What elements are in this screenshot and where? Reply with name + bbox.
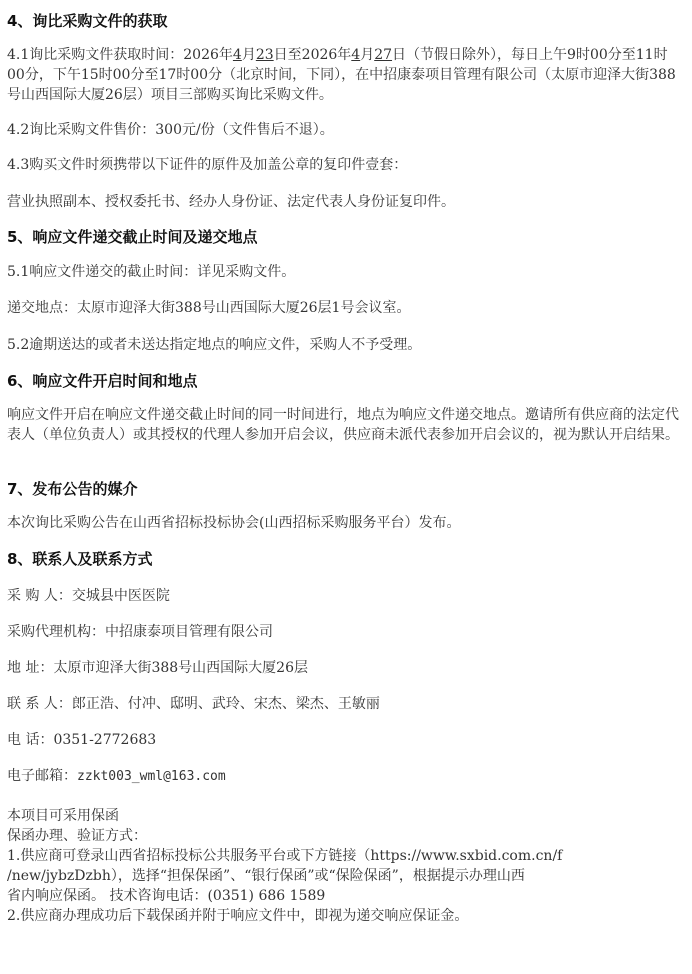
- address-line: 地 址：太原市迎泽大街388号山西国际大厦26层: [7, 660, 308, 676]
- guarantee-line-4: 2.供应商办理成功后下载保函并附于响应文件中，即视为递交响应保证金。: [7, 908, 469, 924]
- end-month: 4: [351, 47, 361, 63]
- end-day: 27: [374, 47, 393, 63]
- section-7-paragraph: 本次询比采购公告在山西省招标投标协会(山西招标采购服务平台）发布。: [7, 515, 461, 531]
- phone-line: 电 话：0351-2772683: [7, 732, 157, 748]
- agency-line: 采购代理机构：中招康泰项目管理有限公司: [7, 624, 273, 640]
- guarantee-line-2: 保函办理、验证方式：: [7, 828, 147, 844]
- section-6-heading: 6、响应文件开启时间和地点: [7, 372, 198, 390]
- section-6-paragraph: 响应文件开启在响应文件递交截止时间的同一时间进行，地点为响应文件递交地点。邀请所有供应商的法定代表人（单位负责人）或其授权的代理人参加开启会议，供应商未派代表参加开启会议的，视为默认开启结果。: [7, 407, 679, 443]
- submission-location-paragraph: 递交地点：太原市迎泽大街388号山西国际大厦26层1号会议室。: [7, 300, 411, 316]
- section-8-heading: 8、联系人及联系方式: [7, 550, 153, 568]
- start-month: 4: [232, 47, 242, 63]
- section-4-3-paragraph: 4.3购买文件时须携带以下证件的原件及加盖公章的复印件壹套：: [7, 157, 408, 173]
- section-5-1-paragraph: 5.1响应文件递交的截止时间：详见采购文件。: [7, 264, 296, 280]
- guarantee-line-1: 本项目可采用保函: [7, 808, 119, 824]
- section-5-2-paragraph: 5.2逾期送达的或者未送达指定地点的响应文件，采购人不予受理。: [7, 337, 422, 353]
- section-7-heading: 7、发布公告的媒介: [7, 480, 138, 498]
- guarantee-line-3c: 省内响应保函。 技术咨询电话：(0351) 686 1589: [7, 888, 326, 904]
- section-4-2-paragraph: 4.2询比采购文件售价：300元/份（文件售后不退）。: [7, 122, 334, 138]
- guarantee-line-3b: /new/jybzDzbh），选择“担保保函”、“银行保函”或“保险保函”，根据提示办理山西: [7, 868, 525, 884]
- start-day: 23: [255, 47, 274, 63]
- guarantee-block: [7, 806, 682, 926]
- guarantee-line-3a: 1.供应商可登录山西省招标投标公共服务平台或下方链接（https://www.sxbid.com.cn/f: [7, 848, 563, 864]
- email-address: zzkt003_wml@163.com: [77, 769, 226, 784]
- section-5-heading: 5、响应文件递交截止时间及递交地点: [7, 228, 258, 246]
- contacts-line: 联 系 人：郎正浩、付冲、邸明、武玲、宋杰、梁杰、王敏丽: [7, 696, 380, 712]
- documents-list-paragraph: 营业执照副本、授权委托书、经办人身份证、法定代表人身份证复印件。: [7, 194, 455, 210]
- email-line: 电子邮箱：zzkt003_wml@163.com: [7, 768, 226, 784]
- section-4-1-paragraph: 4.1询比采购文件获取时间：2026年4月23日至2026年4月27日（节假日除外），每日上午9时00分至11时00分，下午15时00分至17时00分（北京时间，下同），在中招康泰项目管理有限公司（太原市迎泽大街388号山西国际大厦26层）项目三部购买询比采购文件。: [7, 47, 676, 103]
- section-4-heading: 4、询比采购文件的获取: [7, 12, 168, 30]
- buyer-line: 采 购 人：交城县中医医院: [7, 588, 170, 604]
